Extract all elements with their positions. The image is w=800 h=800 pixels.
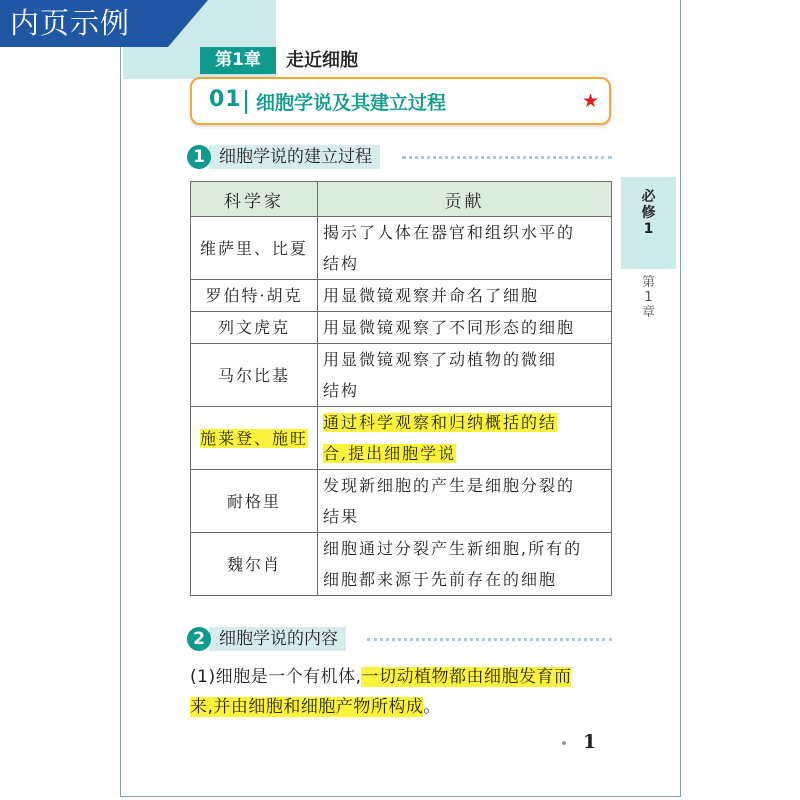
content-text: 。 bbox=[423, 697, 441, 717]
table-row bbox=[191, 533, 612, 596]
contribution-text: 发现新细胞的产生是细胞分裂的 bbox=[323, 476, 576, 495]
banner-tail bbox=[168, 0, 208, 47]
side-tab-char: 必 bbox=[641, 189, 656, 205]
subsection-2-number: 2 bbox=[187, 627, 211, 651]
contribution-cell bbox=[318, 280, 612, 312]
contribution-text: 细胞通过分裂产生新细胞,所有的 bbox=[323, 539, 583, 558]
content-line-2 bbox=[190, 692, 615, 722]
contribution-text: 合,提出细胞学说 bbox=[323, 444, 457, 463]
side-chapter-char: 第 bbox=[641, 275, 655, 290]
side-chapter-label bbox=[621, 275, 676, 320]
side-tab-char: 1 bbox=[643, 221, 654, 237]
contribution-cell bbox=[318, 217, 612, 280]
scientist-cell bbox=[191, 312, 318, 344]
contribution-text: 用显微镜观察并命名了细胞 bbox=[323, 286, 540, 305]
table-row bbox=[191, 344, 612, 407]
section-title-box bbox=[190, 77, 611, 125]
scientist-cell bbox=[191, 280, 318, 312]
contribution-text: 揭示了人体在器官和组织水平的 bbox=[323, 223, 576, 242]
highlighted-text: 一切动植物都由细胞发育而 bbox=[361, 667, 572, 687]
subsection-2-title: 细胞学说的内容 bbox=[209, 627, 346, 651]
chapter-tag: 第1章 bbox=[200, 47, 276, 74]
scientist-table bbox=[190, 181, 612, 596]
table-row bbox=[191, 280, 612, 312]
chapter-title: 走近细胞 bbox=[286, 50, 358, 71]
column-header-contribution: 贡献 bbox=[318, 182, 612, 217]
side-tab-char: 修 bbox=[641, 205, 656, 221]
scientist-name: 魏尔肖 bbox=[226, 554, 281, 574]
contribution-cell bbox=[318, 312, 612, 344]
contribution-text: 结构 bbox=[323, 254, 360, 273]
scientist-name: 施莱登、施旺 bbox=[199, 428, 308, 448]
side-chapter-char: 1 bbox=[644, 290, 653, 305]
scientist-cell bbox=[191, 407, 318, 470]
contribution-text: 用显微镜观察了动植物的微细 bbox=[323, 350, 558, 369]
scientist-cell bbox=[191, 344, 318, 407]
scientist-cell bbox=[191, 470, 318, 533]
contribution-text: 结构 bbox=[323, 381, 360, 400]
contribution-text: 通过科学观察和归纳概括的结 bbox=[323, 413, 558, 432]
star-icon: ★ bbox=[581, 90, 599, 112]
table-header-row bbox=[191, 182, 612, 217]
subsection-1-title: 细胞学说的建立过程 bbox=[209, 145, 380, 169]
content-paragraph bbox=[190, 662, 615, 722]
contribution-text: 细胞都来源于先前存在的细胞 bbox=[323, 570, 558, 589]
column-header-scientist: 科学家 bbox=[191, 182, 318, 217]
content-line-1 bbox=[190, 662, 615, 692]
table-row bbox=[191, 217, 612, 280]
contribution-text: 用显微镜观察了不同形态的细胞 bbox=[323, 318, 576, 337]
contribution-cell bbox=[318, 407, 612, 470]
content-text: (1)细胞是一个有机体, bbox=[190, 667, 362, 687]
scientist-name: 马尔比基 bbox=[217, 365, 290, 385]
scientist-cell bbox=[191, 217, 318, 280]
dotted-rule bbox=[402, 156, 612, 159]
table-row bbox=[191, 470, 612, 533]
subsection-1-number: 1 bbox=[187, 145, 211, 169]
side-tab-required bbox=[621, 177, 676, 269]
sample-banner: 内页示例 bbox=[0, 0, 168, 47]
section-divider bbox=[245, 90, 247, 114]
scientist-cell bbox=[191, 533, 318, 596]
section-title: 细胞学说及其建立过程 bbox=[256, 92, 447, 114]
contribution-cell bbox=[318, 344, 612, 407]
page-number-dot bbox=[562, 741, 566, 745]
scientist-name: 列文虎克 bbox=[217, 318, 290, 337]
page-number: 1 bbox=[583, 731, 597, 753]
table-row bbox=[191, 312, 612, 344]
contribution-text: 结果 bbox=[323, 507, 360, 526]
side-chapter-char: 章 bbox=[641, 305, 655, 320]
highlighted-text: 来,并由细胞和细胞产物所构成 bbox=[190, 697, 424, 717]
scientist-name: 耐格里 bbox=[226, 491, 281, 511]
table-row bbox=[191, 407, 612, 470]
scientist-name: 维萨里、比夏 bbox=[199, 238, 308, 258]
contribution-cell bbox=[318, 533, 612, 596]
dotted-rule bbox=[367, 638, 612, 641]
contribution-cell bbox=[318, 470, 612, 533]
table-body bbox=[191, 217, 612, 596]
scientist-name: 罗伯特·胡克 bbox=[205, 286, 303, 305]
section-number: 01 bbox=[209, 87, 242, 112]
